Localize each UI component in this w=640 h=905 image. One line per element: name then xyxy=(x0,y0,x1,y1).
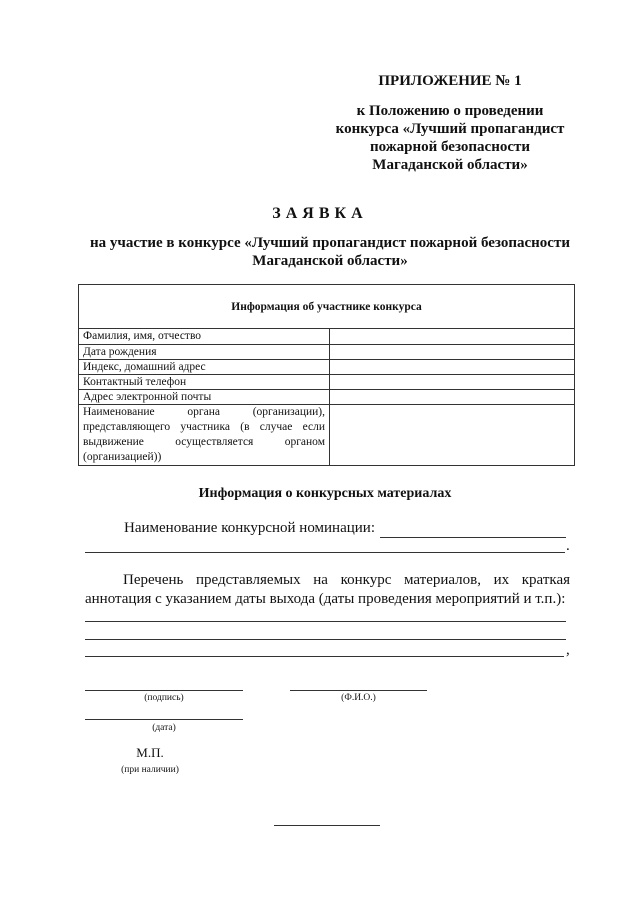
appendix-line-1: к Положению о проведении xyxy=(356,103,544,119)
nomination-input-line[interactable] xyxy=(380,537,566,538)
materials-end-comma: , xyxy=(566,642,570,658)
row-label-email: Адрес электронной почты xyxy=(79,390,330,404)
table-row xyxy=(79,360,574,375)
application-subtitle-line-1: на участие в конкурсе «Лучший пропагандист пожарной безопасности xyxy=(90,235,570,251)
date-line[interactable] xyxy=(85,719,243,720)
application-title: ЗАЯВКА xyxy=(272,205,368,222)
row-value-birth-date[interactable] xyxy=(330,345,574,359)
nomination-input-line-2[interactable] xyxy=(85,552,565,553)
table-row xyxy=(79,345,574,360)
row-value-full-name[interactable] xyxy=(330,329,574,344)
seal-note: (при наличии) xyxy=(121,765,179,775)
row-label-full-name: Фамилия, имя, отчество xyxy=(79,329,330,344)
row-label-phone: Контактный телефон xyxy=(79,375,330,389)
row-value-address[interactable] xyxy=(330,360,574,374)
materials-list-text: Перечень представляемых на конкурс материалов, их краткая аннотация с указанием даты выхода (даты проведения мероприятий и т.п.): xyxy=(85,572,570,607)
application-subtitle xyxy=(70,234,590,270)
fio-line[interactable] xyxy=(290,690,427,691)
appendix-line-4: Магаданской области» xyxy=(372,157,528,173)
nomination-label: Наименование конкурсной номинации: xyxy=(124,520,375,536)
application-subtitle-line-2: Магаданской области» xyxy=(252,253,408,269)
appendix-line-2: конкурса «Лучший пропагандист xyxy=(335,121,565,137)
row-label-address: Индекс, домашний адрес xyxy=(79,360,330,374)
seal-label: М.П. xyxy=(136,745,164,760)
row-label-organization: Наименование органа (организации), представляющего участника (в случае если выдвижение осуществляется органом (организацией)) xyxy=(79,405,330,466)
row-value-phone[interactable] xyxy=(330,375,574,389)
row-value-email[interactable] xyxy=(330,390,574,404)
materials-title: Информация о конкурсных материалах xyxy=(198,486,452,501)
materials-input-line-1[interactable] xyxy=(85,621,566,622)
signature-label: (подпись) xyxy=(144,693,184,703)
nomination-end-dot: . xyxy=(566,538,570,554)
table-row xyxy=(79,375,574,390)
table-row xyxy=(79,329,574,345)
signature-line[interactable] xyxy=(85,690,243,691)
appendix-block xyxy=(330,72,570,174)
table-row xyxy=(79,390,574,405)
row-value-organization[interactable] xyxy=(330,405,574,466)
fio-label: (Ф.И.О.) xyxy=(341,693,376,703)
footer-divider xyxy=(274,825,380,826)
materials-input-line-3[interactable] xyxy=(85,656,564,657)
appendix-title: ПРИЛОЖЕНИЕ № 1 xyxy=(378,73,522,89)
row-label-birth-date: Дата рождения xyxy=(79,345,330,359)
appendix-line-3: пожарной безопасности xyxy=(369,139,531,155)
materials-input-line-2[interactable] xyxy=(85,639,566,640)
table-header: Информация об участнике конкурса xyxy=(79,285,574,329)
table-row xyxy=(79,405,574,466)
participant-info-table xyxy=(78,284,575,466)
date-label: (дата) xyxy=(152,723,176,733)
